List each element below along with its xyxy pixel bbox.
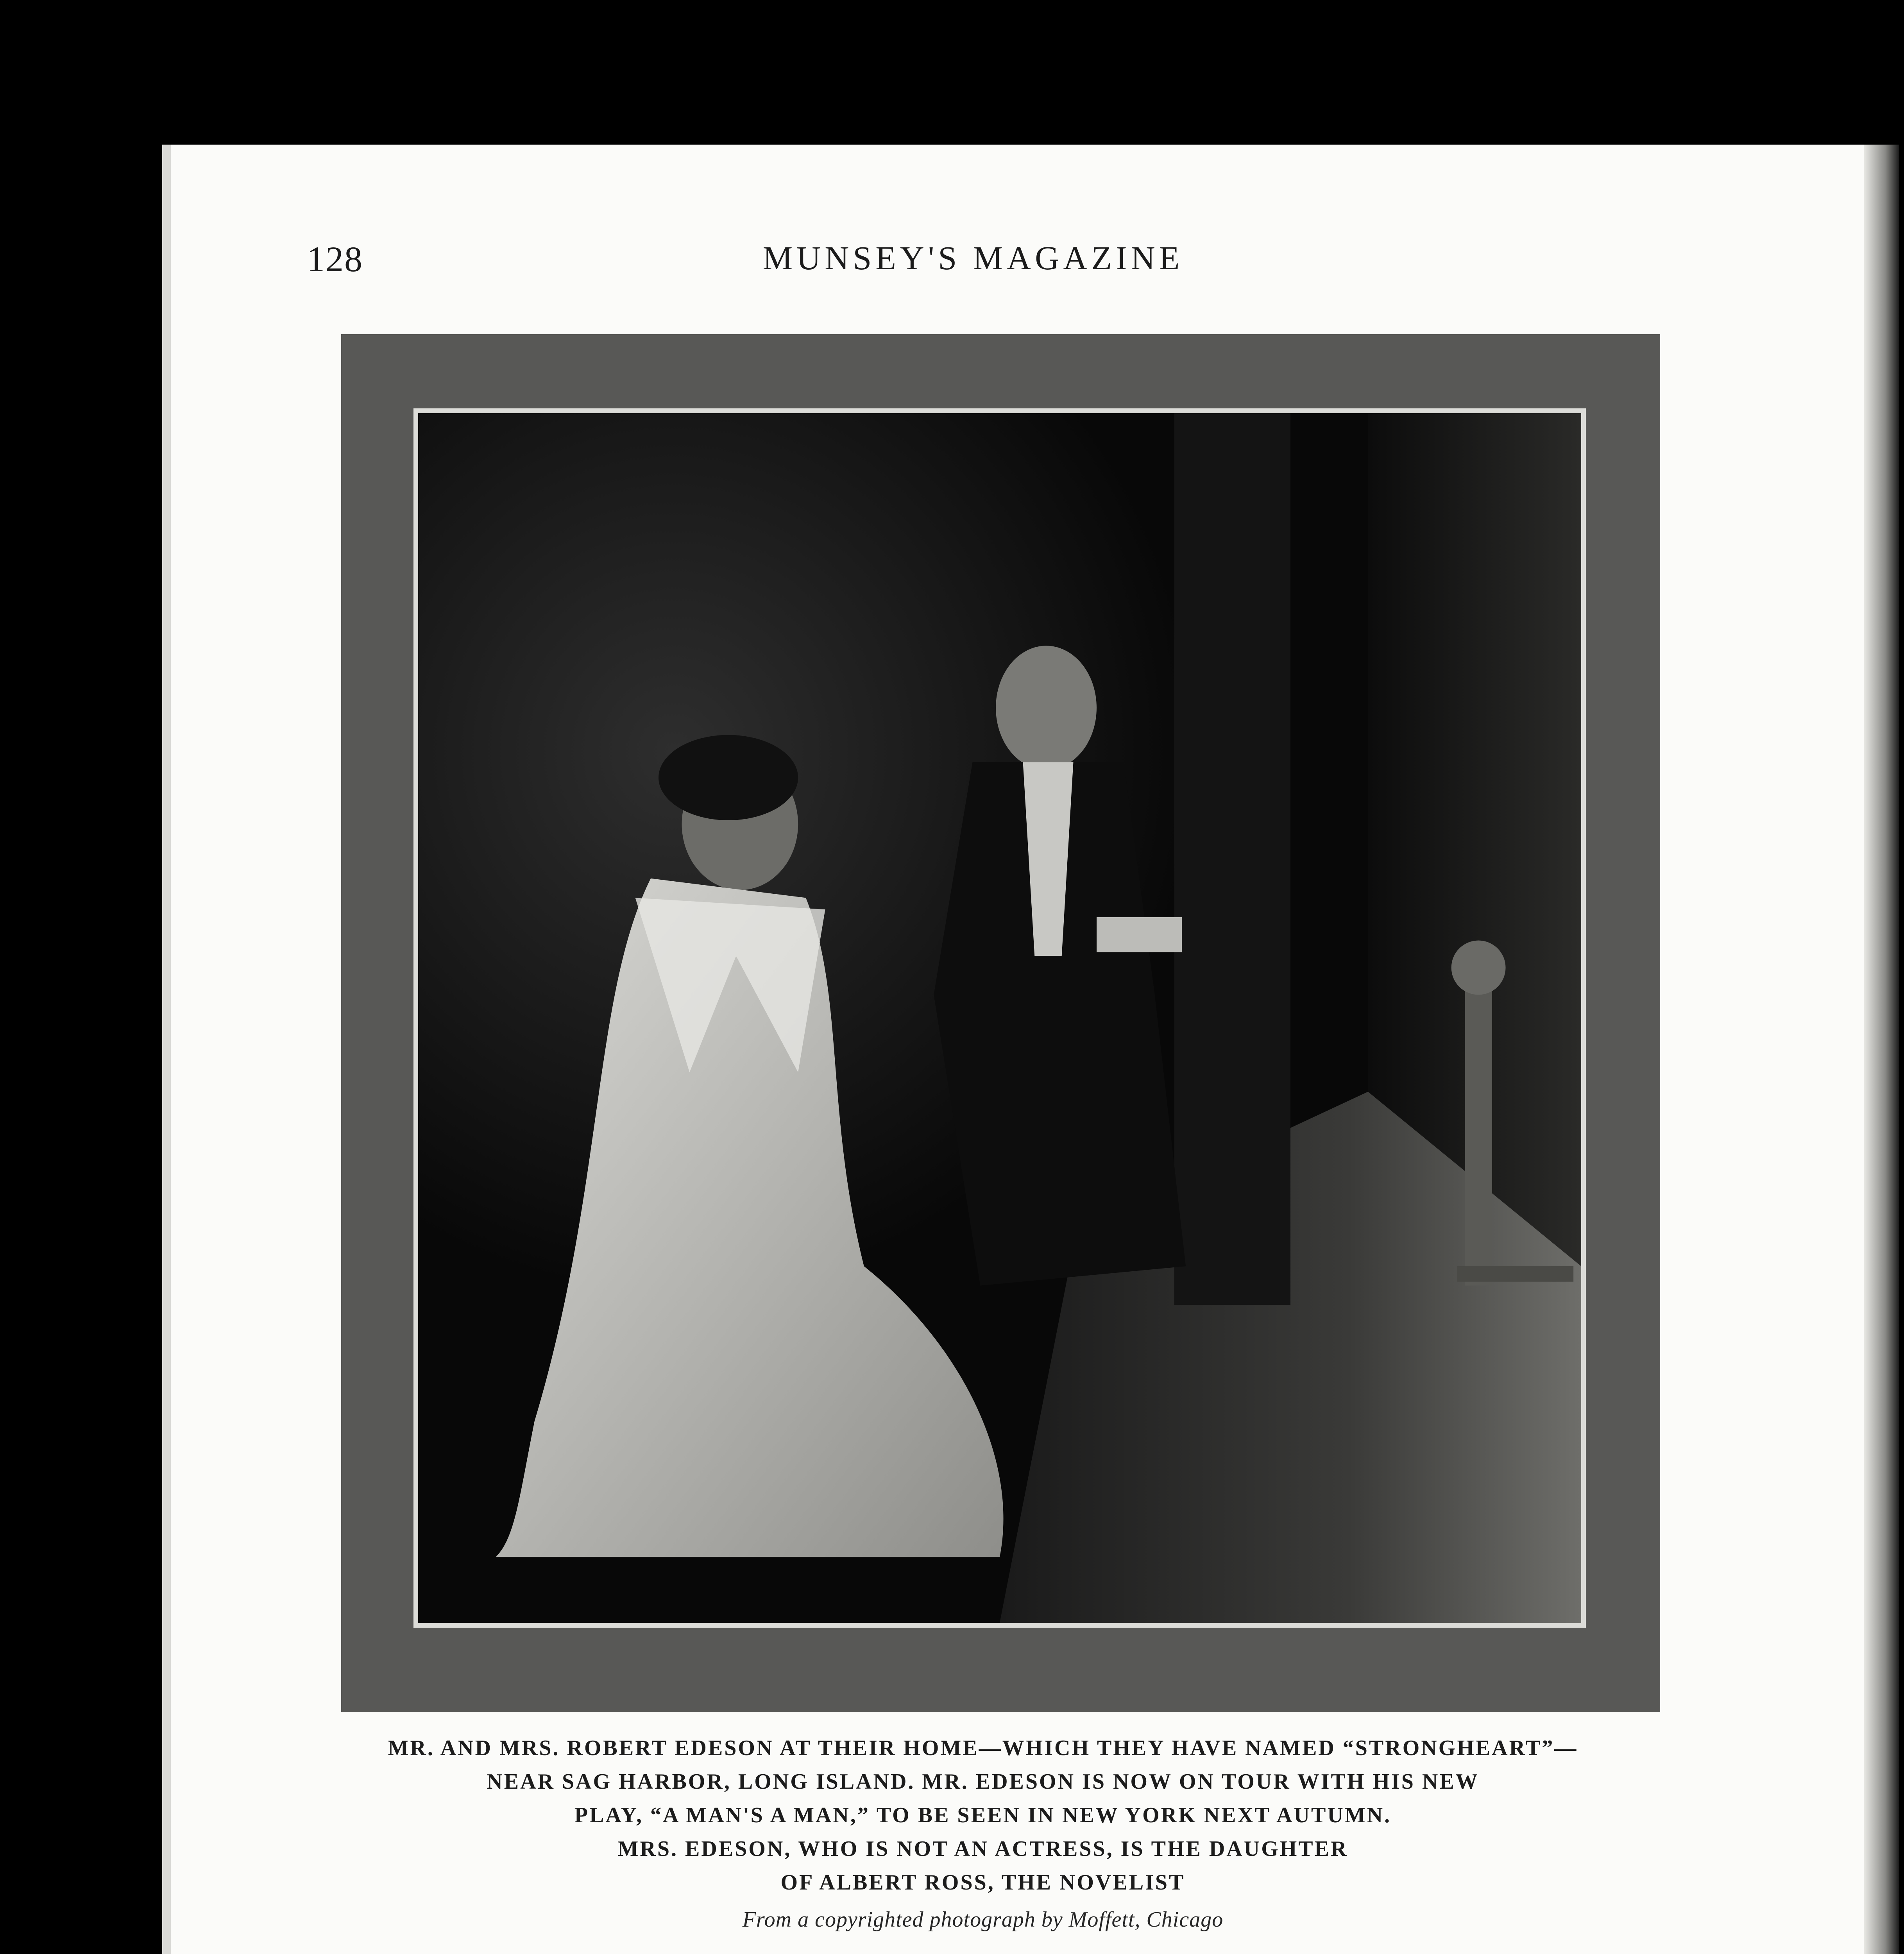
photo-credit: From a copyrighted photograph by Moffett, Chicago (742, 1907, 1224, 1932)
caption-line: NEAR SAG HARBOR, LONG ISLAND. MR. EDESON IS NOW ON TOUR WITH HIS NEW (487, 1770, 1479, 1794)
caption-line: MRS. EDESON, WHO IS NOT AN ACTRESS, IS THE DAUGHTER (617, 1837, 1348, 1861)
photograph-edeson-couple (413, 408, 1586, 1628)
photo-frame (341, 334, 1660, 1712)
caption-line: MR. AND MRS. ROBERT EDESON AT THEIR HOME—WHICH THEY HAVE NAMED “STRONGHEART”— (388, 1736, 1578, 1760)
caption-line: OF ALBERT ROSS, THE NOVELIST (780, 1870, 1185, 1895)
facing-page-spine (1864, 145, 1899, 1954)
running-title: MUNSEY'S MAGAZINE (762, 239, 1184, 277)
page-header (307, 238, 1639, 289)
photo-illustration (418, 413, 1581, 1623)
page-number: 128 (307, 239, 363, 279)
photo-caption (305, 1731, 1661, 1899)
caption-line: PLAY, “A MAN'S A MAN,” TO BE SEEN IN NEW YORK NEXT AUTUMN. (574, 1803, 1392, 1827)
